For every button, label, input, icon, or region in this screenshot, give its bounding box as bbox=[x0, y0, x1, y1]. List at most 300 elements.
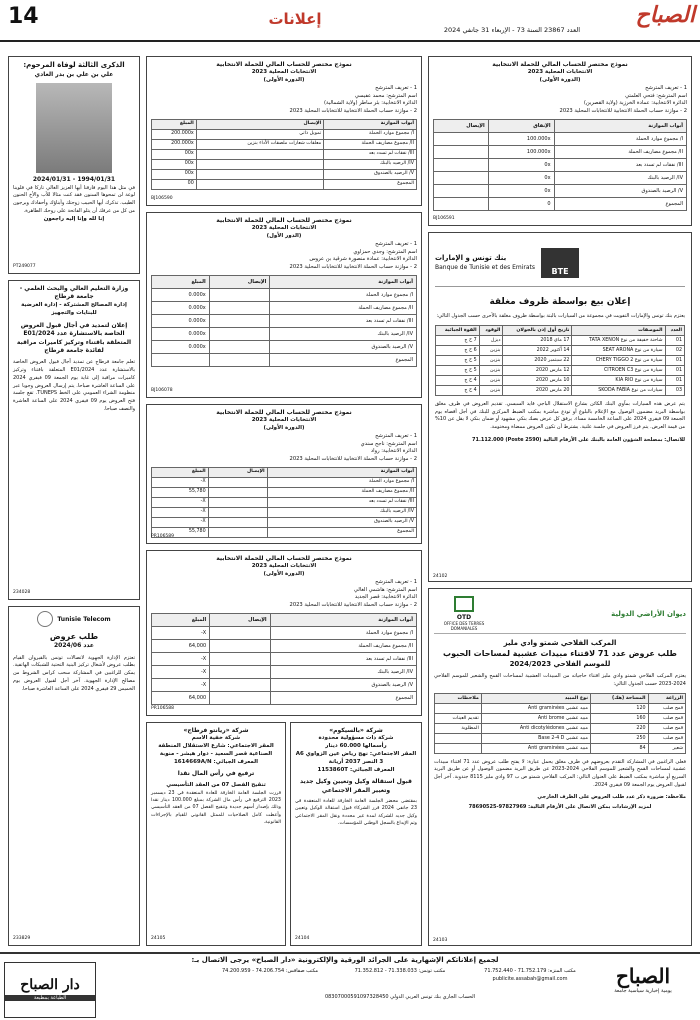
table-cell: المجموع bbox=[267, 528, 416, 538]
ad-subtitle: الانتخابات المحلية 2023 bbox=[527, 69, 593, 76]
issue-info: العدد 23867 السنة 73 - الإربعاء 31 جانفي 2024 bbox=[443, 26, 580, 34]
table-header-cell: المبلغ bbox=[152, 468, 209, 478]
table-cell bbox=[435, 733, 482, 743]
table-header-cell: المبلغ bbox=[152, 614, 210, 627]
text: وزارة التعليم العالي والبحث العلمي - جامعة قرطاج bbox=[19, 285, 129, 301]
table-cell: IV/ الرصيد بالبنك bbox=[270, 666, 416, 679]
text: تنقيح الفصل 07 من العقد التأسيسي bbox=[166, 781, 266, 788]
table-cell bbox=[209, 302, 270, 315]
table-cell: 200.000x bbox=[152, 130, 197, 140]
table-cell: 10 مارس 2020 bbox=[503, 375, 572, 385]
table-cell bbox=[210, 653, 270, 666]
text: نموذج مختصر للحساب المالي للحملة الانتخابية bbox=[216, 409, 352, 416]
text: 1 - تعريف المترشح bbox=[375, 85, 417, 92]
table-cell: المطلوبة bbox=[435, 723, 482, 733]
table-cell: 120 bbox=[591, 703, 649, 713]
telecom-logo-icon bbox=[37, 611, 53, 627]
table-cell: I/ مجموع موارد الحملة bbox=[270, 289, 417, 302]
table-row bbox=[152, 679, 417, 692]
ad-line: الدائرة الانتخابية: عمادة الخرزية (ولاية القصرين) bbox=[583, 100, 687, 107]
table-cell: 0.000x bbox=[152, 289, 210, 302]
ad-line: 2 - موازنة حساب الحملة الانتخابية للانتخابات المحلية 2023 bbox=[559, 107, 687, 114]
table-row bbox=[152, 341, 417, 354]
text: الانتخابات المحلية 2023 bbox=[251, 225, 317, 232]
table-row bbox=[152, 170, 417, 180]
table-row bbox=[152, 640, 417, 653]
text: الصباح bbox=[615, 964, 671, 988]
otd-body: فعلى الراغبين في المشاركة التقدم بعروضهم في ظرف مغلق يحمل عبارة: لا يفتح طلب عروض عدد 71 اقتناء مبيدات عشبية لمساحات القمح والشعير للموسم الفلاحي 2024-2023 عن طريق البريد مضمون الوصول أو عن طريق البريد السريع أو مباشرة بمكتب الضبط على العنوان التالي: المركب الفلاحي شمتو ص ب 97 وادي مليز 8115 جندوبة. آخر أجل لقبول العروض يوم الجمعة 09 فيفري 2024. bbox=[434, 758, 686, 788]
table-row bbox=[435, 733, 686, 743]
table-cell bbox=[210, 692, 270, 705]
bank-ad bbox=[428, 232, 692, 582]
table-cell: المجموع bbox=[270, 354, 417, 367]
text: تعتزم الإدارة الجهوية لاتصالات تونس بالقيروان القيام بطلب عروض لأشغال تركيز البنية التحتية للشبكات الهاتفية. يمكن للراغبين في المشاركة سحب كراس الشروط من مصالح الإدارة الجهوية. آخر أجل لقبول العروض يوم الخميس 29 فيفري 2024 على الساعة العاشرة صباحا. bbox=[13, 654, 135, 692]
text: (الدورة الأولى) bbox=[263, 571, 305, 578]
text: الدائرة الانتخابية: قصر الجديد bbox=[354, 594, 417, 601]
table-cell: مبيد عشبي Anti brome bbox=[481, 713, 590, 723]
table-cell: بنزين bbox=[479, 345, 503, 355]
table-cell: IV/ الرصيد بالبنك bbox=[267, 508, 416, 518]
table-header-cell: أبواب الموازنة bbox=[270, 614, 416, 627]
ad-title: نموذج مختصر للحساب المالي للحملة الانتخابية bbox=[492, 61, 628, 68]
text: قررت الجلسة العامة الخارقة للعادة المنعقدة في 23 ديسمبر 2023 الترفيع في رأس مال الشركة بمبلغ 100.000 دينار نقدا وذلك بإصدار أسهم جديدة وتنقيح الفصل 07 من العقد التأسيسي وأعطت كامل الصلاحيات للممثل القانوني للقيام بالإجراءات القانونية. bbox=[151, 790, 281, 826]
table-cell: II/ مجموع مصاريف الحملة bbox=[554, 146, 686, 159]
table-cell: I/ مجموع موارد الحملة bbox=[554, 133, 686, 146]
text: 233829 bbox=[13, 936, 31, 942]
footer-logo bbox=[590, 964, 696, 994]
table-cell: 0.000x bbox=[152, 341, 210, 354]
table-cell: قمح صلب bbox=[648, 733, 685, 743]
telecom-notice bbox=[8, 606, 140, 946]
table-row bbox=[152, 692, 417, 705]
section-title: إعلانات bbox=[268, 10, 322, 28]
table-row bbox=[434, 146, 687, 159]
bank-logo: BTE bbox=[541, 248, 579, 278]
text: دار الصباح bbox=[20, 977, 80, 993]
table-cell: 250 bbox=[591, 733, 649, 743]
footer-rib: الحساب الجاري بنك تونس العربي الدولي 08307000591097328450 bbox=[324, 994, 476, 1000]
table-row bbox=[152, 508, 417, 518]
table-cell: 00x bbox=[152, 170, 197, 180]
table-header-cell: ملاحظات bbox=[435, 693, 482, 703]
text: عدد 2024/06 bbox=[54, 642, 94, 650]
table-header-cell: الإيصال bbox=[209, 276, 270, 289]
text: شركة «ريانتو فرطاج» bbox=[183, 727, 249, 734]
election-ad-1 bbox=[428, 56, 692, 226]
table-row bbox=[152, 488, 417, 498]
table-row bbox=[434, 133, 687, 146]
text: نموذج مختصر للحساب المالي للحملة الانتخابية bbox=[216, 217, 352, 224]
table-header-cell: أبواب الموازنة bbox=[270, 276, 417, 289]
text: طلب عروض bbox=[49, 632, 99, 641]
ad-round: (الدورة الأولى) bbox=[539, 77, 581, 84]
table-cell bbox=[208, 478, 267, 488]
table-row bbox=[152, 498, 417, 508]
table-cell: 100.000x bbox=[488, 146, 554, 159]
portrait-photo bbox=[36, 83, 112, 173]
table-cell bbox=[209, 289, 270, 302]
table-cell: 160 bbox=[591, 713, 649, 723]
table-cell: 02 bbox=[665, 345, 684, 355]
table-cell: 64,000 bbox=[152, 692, 210, 705]
text: نموذج مختصر للحساب المالي للحملة الانتخابية bbox=[216, 61, 352, 68]
table-header-cell: أبواب الموازنة bbox=[324, 120, 417, 130]
table-row bbox=[435, 713, 686, 723]
obituary-heading: الذكرى الثالثة لوفاة المرحوم: bbox=[23, 61, 125, 69]
table-cell: سيارات من نوع SKODA FABIA bbox=[572, 385, 665, 395]
footer-line: لجميع إعلاناتكم الإشهارية على الجرائد الورقية والإلكترونية «دار الصباح» يرجى الاتصال بـ: bbox=[191, 956, 499, 964]
table-cell: 4 ح ج bbox=[436, 375, 480, 385]
table-cell bbox=[434, 172, 489, 185]
table-header-cell: الزراعة bbox=[648, 693, 685, 703]
table-row bbox=[152, 328, 417, 341]
text: 24105 bbox=[151, 936, 166, 942]
table-cell: 01 bbox=[665, 365, 684, 375]
table-cell: I/ مجموع موارد الحملة bbox=[267, 478, 416, 488]
table-cell: 64,000 bbox=[152, 640, 210, 653]
text: 1 - تعريف المترشح bbox=[375, 241, 417, 248]
text: 2 - موازنة حساب الحملة الانتخابية للانتخابات المحلية 2023 bbox=[289, 263, 417, 270]
text: 2 - موازنة حساب الحملة الانتخابية للانتخابات المحلية 2023 bbox=[289, 601, 417, 608]
table-row bbox=[435, 703, 686, 713]
table-cell bbox=[208, 498, 267, 508]
ad-line: اسم المترشح: فتحي العلمتي bbox=[625, 92, 687, 99]
table-cell: قمح صلب bbox=[648, 723, 685, 733]
otd-title: المركب الفلاحي شمتو وادي مليز bbox=[503, 639, 617, 647]
table-cell: II/ مجموع مصاريف الحملة bbox=[270, 302, 417, 315]
otd-logo-icon bbox=[454, 596, 474, 612]
ad-line: 1 - تعريف المترشح bbox=[645, 85, 687, 92]
ad-code: BJ106591 bbox=[433, 216, 455, 222]
table-row bbox=[152, 160, 417, 170]
table-header-cell: الوقود bbox=[479, 325, 503, 335]
table-cell: معلقات شعارات ملصقات الأداء بنزين bbox=[196, 140, 323, 150]
table-row bbox=[152, 130, 417, 140]
budget-table bbox=[151, 613, 417, 705]
table-row bbox=[436, 385, 685, 395]
table-cell: 00 bbox=[152, 180, 197, 190]
footer-tunis: مكتب تونس: 71.338.033 - 71.352.812 bbox=[354, 968, 446, 974]
table-header-cell: الإيصال bbox=[210, 614, 270, 627]
text: (الدورة الأولى) bbox=[263, 77, 305, 84]
cars-table bbox=[435, 325, 685, 396]
footer-menzah bbox=[470, 968, 590, 983]
table-cell: 4 ح ج bbox=[436, 385, 480, 395]
ad-code: 24103 bbox=[433, 938, 448, 943]
table-cell: بنزين bbox=[479, 385, 503, 395]
bank-contact: للاتصال: بمصلحة الشؤون العامة بالبنك على الأرقام التالية (Poste 2590) 71.112.000 bbox=[471, 436, 685, 443]
table-row bbox=[436, 335, 685, 345]
table-row bbox=[434, 172, 687, 185]
table-cell: V/ الرصيد بالصندوق bbox=[324, 170, 417, 180]
table-cell: X- bbox=[152, 666, 210, 679]
table-row bbox=[435, 743, 686, 753]
table-row bbox=[152, 140, 417, 150]
text: الطباعة بمطبعة bbox=[5, 995, 95, 1001]
table-header-cell: الإيصال bbox=[434, 120, 489, 133]
table-row bbox=[152, 354, 417, 367]
table-row bbox=[152, 289, 417, 302]
table-row bbox=[152, 528, 417, 538]
text: اسم المترشح: هاشمي الغالي bbox=[353, 586, 417, 593]
table-cell bbox=[434, 133, 489, 146]
table-cell bbox=[209, 341, 270, 354]
table-row bbox=[434, 198, 687, 211]
table-cell: 00x bbox=[152, 150, 197, 160]
table-cell: شعير bbox=[648, 743, 685, 753]
text: BJ106590 bbox=[151, 196, 173, 202]
text: المعرف الجبائي: 1153860T bbox=[317, 767, 395, 774]
herbicide-table bbox=[434, 693, 686, 754]
table-cell: 0.000x bbox=[152, 328, 210, 341]
table-row bbox=[436, 365, 685, 375]
table-cell bbox=[434, 159, 489, 172]
text: BJ106078 bbox=[151, 388, 173, 394]
text: بمقتضى محضر الجلسة العامة الخارقة للعادة المنعقدة في 23 جانفي 2024 قرر الشركاء قبول استقالة الوكيل وتعيين وكيل جديد للشركة لمدة غير محددة ونقل المقر الاجتماعي وتم الإيداع بالسجل الوطني للمؤسسات. bbox=[295, 799, 417, 827]
text: اسم المترشح: وجدي حمزاوي bbox=[353, 248, 417, 255]
text: الانتخابات المحلية 2023 bbox=[251, 563, 317, 570]
table-header-cell: القوة الجبائية bbox=[436, 325, 480, 335]
table-cell bbox=[210, 627, 270, 640]
otd-org-ar: ديوان الأراضي الدولية bbox=[611, 609, 686, 618]
table-row bbox=[436, 375, 685, 385]
table-cell: 0x bbox=[488, 172, 554, 185]
page-number: 14 bbox=[8, 4, 39, 29]
table-row bbox=[434, 185, 687, 198]
table-cell bbox=[434, 198, 489, 211]
bank-title: إعلان بيع بواسطة ظروف مغلقة bbox=[489, 297, 631, 307]
text: 2 - موازنة حساب الحملة الانتخابية للانتخابات المحلية 2023 bbox=[289, 107, 417, 114]
bank-intro: يعتزم بنك تونس والإمارات التفويت في مجموعة من السيارات بالبتة بواسطة ظروف مغلقة بالأحرى حسب الجدول التالي: bbox=[436, 313, 685, 319]
table-cell: 00x bbox=[152, 160, 197, 170]
text: الدائرة الانتخابية: عمادة منصورة شرقية بن عروس bbox=[309, 256, 417, 263]
otd-season: للموسم الفلاحي 2024/2023 bbox=[509, 660, 611, 668]
budget-table bbox=[151, 275, 417, 367]
table-cell: X- bbox=[152, 627, 210, 640]
table-cell: I/ مجموع موارد الحملة bbox=[324, 130, 417, 140]
otd-logo: OTD bbox=[456, 614, 472, 621]
table-header-cell: المبلغ bbox=[152, 120, 197, 130]
text: شركة ذات مسؤولية محدودة bbox=[318, 735, 394, 742]
table-header-cell: تاريخ أول إذن بالجولان bbox=[503, 325, 572, 335]
table-row bbox=[152, 302, 417, 315]
table-cell: X- bbox=[152, 518, 209, 528]
text: 2 - موازنة حساب الحملة الانتخابية للانتخابات المحلية 2023 bbox=[289, 455, 417, 462]
text: شركة خفية الاسم bbox=[191, 735, 241, 742]
text: PR106589 bbox=[151, 534, 175, 540]
table-cell bbox=[209, 328, 270, 341]
text: الانتخابات المحلية 2023 bbox=[251, 417, 317, 424]
election-ad-5 bbox=[146, 550, 422, 716]
table-row bbox=[152, 150, 417, 160]
table-cell bbox=[435, 703, 482, 713]
table-cell: بنزين bbox=[479, 355, 503, 365]
table-header-cell: الإيصال bbox=[208, 468, 267, 478]
text: 1 - تعريف المترشح bbox=[375, 579, 417, 586]
table-cell: 220 bbox=[591, 723, 649, 733]
text: المقر الاجتماعي: شارع الاستقلال المنطقة الصناعية قصر السعيد - دوار هيشر - منوبة bbox=[158, 743, 274, 758]
budget-table bbox=[151, 119, 417, 190]
table-row bbox=[152, 518, 417, 528]
obituary-name: علي بن علي بن بدر العادي bbox=[34, 70, 114, 78]
table-cell: المجموع bbox=[554, 198, 686, 211]
table-cell: 14 أكتوبر 2022 bbox=[503, 345, 572, 355]
text: إعلان لتمديد في أجال قبول العروض الخاصة بالاستشارة عدد E01/2024 المتعلقة باقتناء وتركيز كاميرات مراقبة لفائدة جامعة قرطاج bbox=[16, 321, 132, 354]
table-header-cell: الإيصال bbox=[196, 120, 323, 130]
text: 24104 bbox=[295, 936, 310, 942]
text: شركة «بالسيكوم» bbox=[329, 727, 383, 734]
table-cell: مبيد عشبي Base 2-4 D bbox=[481, 733, 590, 743]
table-cell: III/ نفقات لم تسدد بعد bbox=[554, 159, 686, 172]
table-cell: 55,780 bbox=[152, 488, 209, 498]
newspaper-logo: الصباح bbox=[635, 2, 695, 28]
table-cell: 84 bbox=[591, 743, 649, 753]
table-cell: IV/ الرصيد بالبنك bbox=[324, 160, 417, 170]
otd-intro: يعتزم المركب الفلاحي شمتو وادي مليز اقتناء حاجياته من المبيدات العشبية لمساحات القمح والشعير للموسم الفلاحي 2024-2023 حسب الجدول التالي: bbox=[434, 673, 686, 687]
table-cell: مبيد عشبي Anti graminées bbox=[481, 743, 590, 753]
text: نموذج مختصر للحساب المالي للحملة الانتخابية bbox=[216, 555, 352, 562]
table-cell: 100.000x bbox=[488, 133, 554, 146]
table-cell: قمح صلب bbox=[648, 713, 685, 723]
university-notice bbox=[8, 280, 140, 600]
otd-ad bbox=[428, 588, 692, 946]
table-cell: X- bbox=[152, 498, 209, 508]
table-cell bbox=[210, 679, 270, 692]
text: مكتب المنزه: 71.752.179 - 71.752.440 bbox=[484, 968, 576, 974]
text: ترفيع في رأس المال نقدا bbox=[177, 770, 255, 778]
obituary-text: في مثل هذا اليوم فارقنا أيها العزيز الغالي تاركا في قلوبنا لوعة لن تمحوها السنون فقد كنت مثالا للأب والأخ الحنون الطيب. تذكرك أيها الحبيب زوجتك وأبناؤك وأحفادك ويرجون من كل من عرفك أن يتلو الفاتحة على روحك الطاهرة. bbox=[13, 184, 135, 214]
table-header-cell: المساحة (هك) bbox=[591, 693, 649, 703]
table-cell: II/ مجموع مصاريف الحملة bbox=[324, 140, 417, 150]
text: المقر الاجتماعي: نهج رياض عين الزواوي A6 3 النصر 2037 أريانة bbox=[295, 751, 417, 766]
table-cell: III/ نفقات لم تسدد بعد bbox=[270, 315, 417, 328]
table-cell: 01 bbox=[665, 375, 684, 385]
table-cell: مبيد عشبي Anti graminées bbox=[481, 703, 590, 713]
text: اسم المترشح: ناجح سندي bbox=[360, 440, 417, 447]
table-cell: IV/ الرصيد بالبنك bbox=[554, 172, 686, 185]
table-cell: 0.000x bbox=[152, 315, 210, 328]
table-cell: مبيد عشبي Anti dicotylédones bbox=[481, 723, 590, 733]
election-ad-2 bbox=[146, 56, 422, 206]
table-header-cell: نوع المبيد bbox=[481, 693, 590, 703]
ad-code: 24102 bbox=[433, 574, 448, 579]
table-cell: 5 ح ج bbox=[436, 365, 480, 375]
table-cell: 17 ماي 2018 bbox=[503, 335, 572, 345]
table-cell: II/ مجموع مصاريف الحملة bbox=[270, 640, 416, 653]
budget-table bbox=[151, 467, 417, 538]
table-cell: 12 مارس 2020 bbox=[503, 365, 572, 375]
table-cell: II/ مجموع مصاريف الحملة bbox=[267, 488, 416, 498]
table-cell bbox=[210, 666, 270, 679]
table-row bbox=[152, 666, 417, 679]
table-cell bbox=[196, 150, 323, 160]
table-cell: 7 ح ج bbox=[436, 335, 480, 345]
table-cell: X- bbox=[152, 653, 210, 666]
table-cell bbox=[435, 743, 482, 753]
table-cell bbox=[196, 180, 323, 190]
table-cell: 6 ح ج bbox=[436, 345, 480, 355]
election-ad-3 bbox=[146, 212, 422, 398]
table-cell: بنزين bbox=[479, 375, 503, 385]
table-cell: بنزين bbox=[479, 365, 503, 375]
text: PT249077 bbox=[13, 264, 36, 270]
table-cell: المجموع bbox=[270, 692, 416, 705]
text: (الدور الأول) bbox=[266, 233, 302, 240]
table-cell bbox=[209, 315, 270, 328]
table-cell: سيارة من نوع CHERY TIGGO 2 bbox=[572, 355, 665, 365]
table-cell: V/ الرصيد بالصندوق bbox=[267, 518, 416, 528]
table-cell: 5 ح ج bbox=[436, 355, 480, 365]
otd-note: ملاحظة: ضرورة ذكر عدد طلب العروض على الظرف الخارجي bbox=[537, 793, 686, 800]
table-header-cell: العدد bbox=[665, 325, 684, 335]
table-cell bbox=[208, 528, 267, 538]
table-cell bbox=[208, 518, 267, 528]
text: 234028 bbox=[13, 590, 31, 596]
text: publicite.assabah@gmail.com bbox=[492, 975, 568, 982]
table-cell: X- bbox=[152, 679, 210, 692]
election-ad-4 bbox=[146, 404, 422, 544]
table-header-cell: أبواب الموازنة bbox=[267, 468, 416, 478]
obituary-dates: 1994/01/31 - 2024/01/31 bbox=[32, 176, 116, 184]
table-cell: تقديم العينات bbox=[435, 713, 482, 723]
table-cell: 200.000x bbox=[152, 140, 197, 150]
table-cell: IV/ الرصيد بالبنك bbox=[270, 328, 417, 341]
table-header-cell: الموصفات bbox=[572, 325, 665, 335]
table-cell bbox=[210, 640, 270, 653]
telecom-logo: Tunisie Telecom bbox=[57, 615, 111, 623]
table-row bbox=[436, 355, 685, 365]
table-cell: III/ نفقات لم تسدد بعد bbox=[324, 150, 417, 160]
table-cell: 22 سبتمبر 2020 bbox=[503, 355, 572, 365]
table-cell: 0x bbox=[488, 159, 554, 172]
table-cell: 0x bbox=[488, 185, 554, 198]
otd-phones: لمزيد الإرشادات يمكن الاتصال على الأرقام التالية: 97827969-78690525 bbox=[468, 804, 652, 811]
text: المعرف الجبائي: 1614669A/N bbox=[173, 759, 259, 766]
bank-name-ar: بنك تونس و الإمارات bbox=[435, 253, 507, 262]
table-cell: سيارة من نوع KIA RIO bbox=[572, 375, 665, 385]
table-cell: X- bbox=[152, 508, 209, 518]
text: رأسمالها 60.000 دينار bbox=[325, 743, 387, 750]
table-cell: قمح صلب bbox=[648, 703, 685, 713]
table-cell bbox=[434, 146, 489, 159]
table-cell: I/ مجموع موارد الحملة bbox=[270, 627, 416, 640]
table-cell: شاحنة خفيفة من نوع TATA XENON bbox=[572, 335, 665, 345]
table-row bbox=[435, 723, 686, 733]
text: PR106588 bbox=[151, 706, 175, 712]
table-row bbox=[152, 478, 417, 488]
table-cell bbox=[208, 488, 267, 498]
text: 1 - تعريف المترشح bbox=[375, 433, 417, 440]
table-cell bbox=[152, 354, 210, 367]
bank-name-fr: Banque de Tunisie et des Emirats bbox=[435, 264, 536, 272]
text: إدارة المصالح المشتركة - إدارة الغرضية للبنايات والتجهيز bbox=[21, 301, 127, 316]
table-row bbox=[152, 627, 417, 640]
otd-headline: طلب عروض عدد 71 لاقتناء مبيدات عشبية لمساحات الحبوب bbox=[443, 649, 677, 658]
page-header bbox=[0, 0, 700, 42]
footer bbox=[0, 952, 700, 1020]
table-row bbox=[434, 159, 687, 172]
text: (الدورة الأولى) bbox=[263, 425, 305, 432]
table-cell: V/ الرصيد بالصندوق bbox=[270, 341, 417, 354]
obituary bbox=[8, 56, 140, 274]
table-cell: V/ الرصيد بالصندوق bbox=[270, 679, 416, 692]
table-cell: ديزل bbox=[479, 335, 503, 345]
table-cell bbox=[196, 170, 323, 180]
table-cell bbox=[196, 160, 323, 170]
table-cell: 20 مارس 2020 bbox=[503, 385, 572, 395]
otd-org-fr: OFFICE DES TERRES DOMANIALES bbox=[443, 621, 485, 631]
table-row bbox=[152, 315, 417, 328]
